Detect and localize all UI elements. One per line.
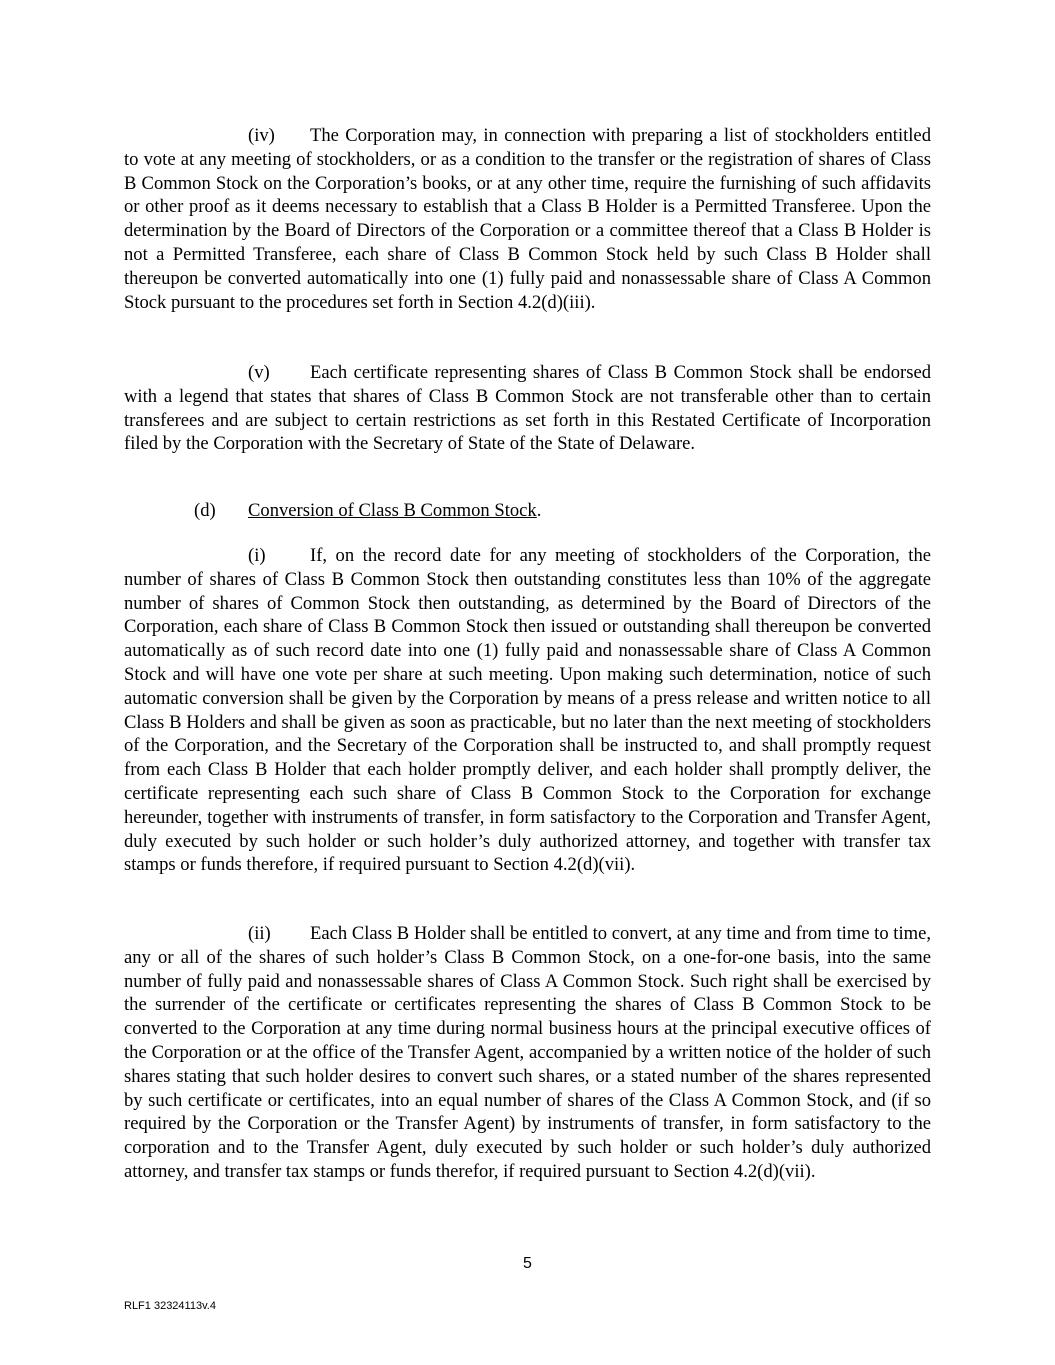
paragraph-label: (i) [248,545,266,566]
heading-label: (d) [194,500,216,521]
paragraph-text: If, on the record date for any meeting of stockholders of the Corporation, the number of shares of Class B Common Stock then outstanding constitutes less than 10% of the aggregate number of shares of Common Stock then outstanding, as determined by the Board of Directors of the Corporation, each share of Class B Common Stock then issued or outstanding shall thereupon be converted automatically as of such record date into one (1) fully paid and nonassessable share of Class A Common Stock and will have one vote per share at such meeting. Upon making such determination, notice of such automatic conversion shall be given by the Corporation by means of a press release and written notice to all Class B Holders and shall be given as soon as practicable, but no later than the next meeting of stockholders of the Corporation, and the Secretary of the Corporation shall be instructed to, and shall promptly request from each Class B Holder that each holder promptly deliver, and each holder shall promptly deliver, the certificate representing each such share of Class B Common Stock to the Corporation for exchange hereunder, together with instruments of transfer, in form satisfactory to the Corporation and Transfer Agent, duly executed by such holder or such holder’s duly authorized attorney, and together with transfer tax stamps or funds therefore, if required pursuant to Section 4.2(d)(vii). [124,545,931,876]
paragraph-iv [124,124,931,314]
paragraph-i [124,544,931,877]
paragraph-text: The Corporation may, in connection with preparing a list of stockholders entitled to vote at any meeting of stockholders, or as a condition to the transfer or the registration of shares of Class B Common Stock on the Corporation’s books, or at any other time, require the furnishing of such affidavits or other proof as it deems necessary to establish that a Class B Holder is a Permitted Transferee. Upon the determination by the Board of Directors of the Corporation or a committee thereof that a Class B Holder is not a Permitted Transferee, each share of Class B Common Stock held by such Class B Holder shall thereupon be converted automatically into one (1) fully paid and nonassessable share of Class A Common Stock pursuant to the procedures set forth in Section 4.2(d)(iii). [124,125,931,313]
paragraph-text: Each Class B Holder shall be entitled to convert, at any time and from time to time, any or all of the shares of such holder’s Class B Common Stock, on a one-for-one basis, into the same number of fully paid and nonassessable shares of Class A Common Stock. Such right shall be exercised by the surrender of the certificate or certificates representing the shares of Class B Common Stock to be converted to the Corporation at any time during normal business hours at the principal executive offices of the Corporation or at the office of the Transfer Agent, accompanied by a written notice of the holder of such shares stating that such holder desires to convert such shares, or a stated number of the shares represented by such certificate or certificates, into an equal number of shares of the Class A Common Stock, and (if so required by the Corporation or the Transfer Agent) by instruments of transfer, in form satisfactory to the corporation and to the Transfer Agent, duly executed by such holder or such holder’s duly authorized attorney, and transfer tax stamps or funds therefor, if required pursuant to Section 4.2(d)(vii). [124,923,931,1182]
section-heading-d [124,499,1001,523]
paragraph-v [124,361,931,456]
document-id: RLF1 32324113v.4 [124,1300,216,1312]
paragraph-label: (v) [248,362,270,383]
paragraph-label: (ii) [248,923,271,944]
heading-title: Conversion of Class B Common Stock [248,500,537,521]
page-number: 5 [523,1255,532,1272]
paragraph-text: Each certificate representing shares of Class B Common Stock shall be endorsed with a legend that states that shares of Class B Common Stock are not transferable other than to certain transferees and are subject to certain restrictions as set forth in this Restated Certificate of Incorporation filed by the Corporation with the Secretary of State of the State of Delaware. [124,362,931,455]
heading-punctuation: . [536,500,542,521]
paragraph-ii [124,922,931,1184]
paragraph-label: (iv) [248,125,275,146]
